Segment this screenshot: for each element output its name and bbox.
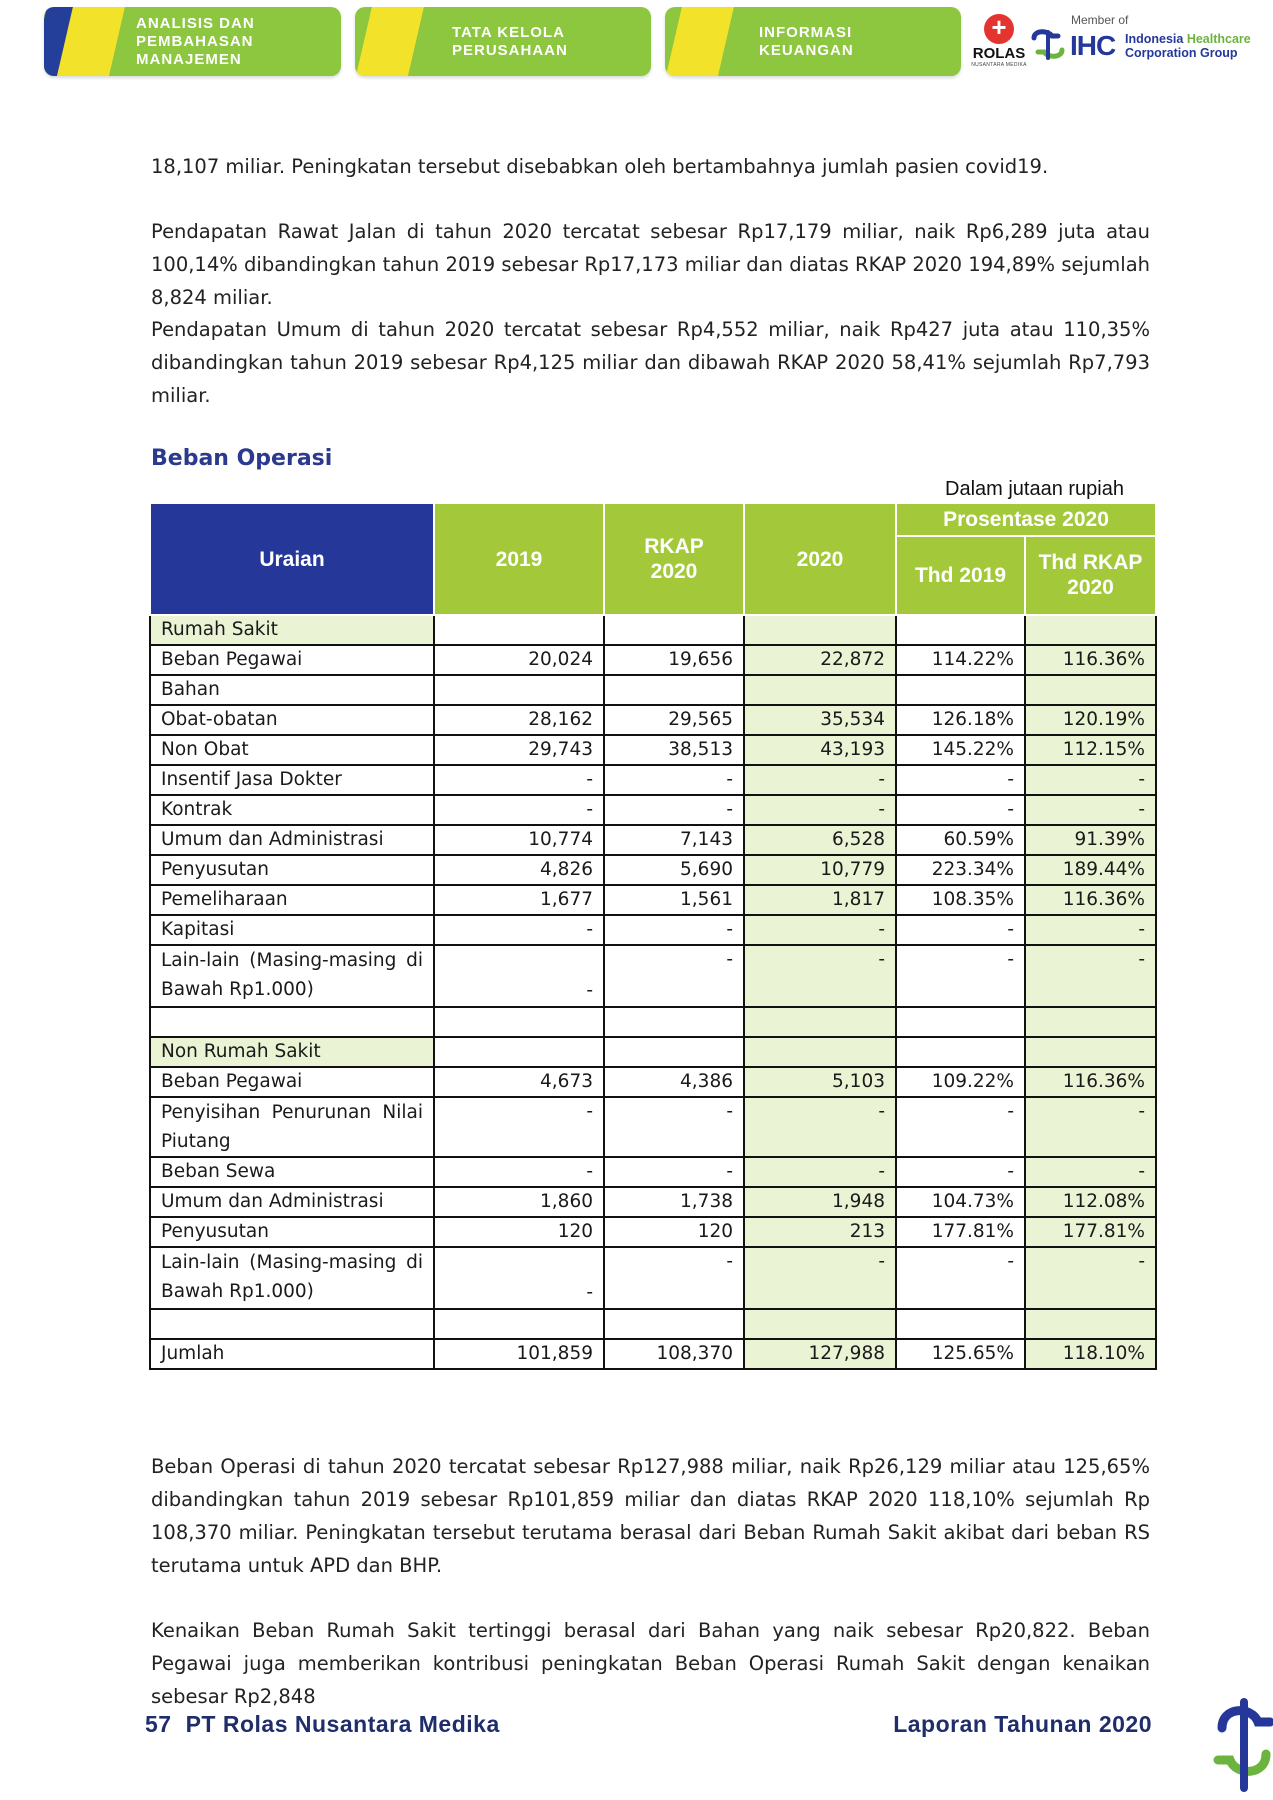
cell-thd-2019: - bbox=[896, 795, 1025, 825]
cell-2019: - bbox=[434, 1097, 604, 1157]
cell-rkap: 1,561 bbox=[604, 885, 744, 915]
row-label: Penyusutan bbox=[150, 855, 434, 885]
rumah-sakit-rows bbox=[150, 645, 1156, 945]
cell-rkap: - bbox=[604, 1157, 744, 1187]
empty-cell bbox=[434, 1007, 604, 1037]
cell-thd-rkap: - bbox=[1025, 945, 1156, 1007]
empty-cell bbox=[604, 615, 744, 645]
cell-thd-rkap: 189.44% bbox=[1025, 855, 1156, 885]
tab-label bbox=[452, 7, 568, 76]
tab-label bbox=[759, 7, 854, 76]
cell-thd-rkap: 112.08% bbox=[1025, 1187, 1156, 1217]
cell-rkap: 5,690 bbox=[604, 855, 744, 885]
cell-thd-rkap: 116.36% bbox=[1025, 645, 1156, 675]
row-label: Beban Sewa bbox=[150, 1157, 434, 1187]
cell-thd-2019: 177.81% bbox=[896, 1217, 1025, 1247]
report-title: Laporan Tahunan 2020 bbox=[893, 1711, 1152, 1737]
cell-2019 bbox=[434, 675, 604, 705]
row-label: Kontrak bbox=[150, 795, 434, 825]
paragraph-kenaikan-beban: Kenaikan Beban Rumah Sakit tertinggi berasal dari Bahan yang naik sebesar Rp20,822. Beban Pegawai juga memberikan kontribusi peningkatan Beban Operasi Rumah Sakit dengan kenaikan sebesar Rp2,848 bbox=[151, 1619, 1150, 1708]
ihc-abbr: IHC bbox=[1070, 30, 1116, 61]
table-row bbox=[150, 765, 1156, 795]
tab-stripe-yellow bbox=[355, 7, 425, 76]
cell-2020 bbox=[744, 675, 896, 705]
cell-2019: - bbox=[434, 915, 604, 945]
header-prosentase: Prosentase 2020 bbox=[896, 503, 1156, 536]
ihc-name-line1 bbox=[1125, 32, 1251, 46]
cell-2020: 6,528 bbox=[744, 825, 896, 855]
table-row bbox=[150, 1187, 1156, 1217]
header-thd-rkap bbox=[1025, 536, 1156, 615]
cell-thd-rkap: 116.36% bbox=[1025, 885, 1156, 915]
empty-cell bbox=[896, 1007, 1025, 1037]
tab-label-line: PEMBAHASAN bbox=[136, 32, 254, 50]
cell-2020: - bbox=[744, 1247, 896, 1309]
cell-2019: 101,859 bbox=[434, 1339, 604, 1369]
cell-2020: 213 bbox=[744, 1217, 896, 1247]
paragraph-beban-operasi: Beban Operasi di tahun 2020 tercatat sebesar Rp127,988 miliar, naik Rp26,129 miliar atau 125,65% dibandingkan tahun 2019 sebesar Rp101,859 miliar dan diatas RKAP 2020 118,10% sejumlah Rp 108,370 miliar. Peningkatan tersebut terutama berasal dari Beban Rumah Sakit akibat dari beban RS terutama untuk APD dan BHP. bbox=[151, 1455, 1150, 1577]
empty-cell bbox=[896, 1309, 1025, 1339]
row-label: Penyusutan bbox=[150, 1217, 434, 1247]
header-thd-rkap-line1: Thd RKAP bbox=[1038, 551, 1143, 575]
cell-2019: 10,774 bbox=[434, 825, 604, 855]
table-row bbox=[150, 795, 1156, 825]
cell-thd-2019: - bbox=[896, 915, 1025, 945]
table-row bbox=[150, 645, 1156, 675]
member-of-label: Member of bbox=[1071, 13, 1129, 27]
cell-2019: 20,024 bbox=[434, 645, 604, 675]
cell-2019: - bbox=[434, 1247, 604, 1309]
cell-2020: - bbox=[744, 765, 896, 795]
cell-rkap bbox=[604, 675, 744, 705]
empty-cell bbox=[434, 1037, 604, 1067]
empty-cell bbox=[896, 615, 1025, 645]
tab-label-line: PERUSAHAAN bbox=[452, 41, 568, 59]
empty-cell bbox=[434, 615, 604, 645]
ihc-word-healthcare: Healthcare bbox=[1186, 32, 1251, 46]
cell-rkap: - bbox=[604, 915, 744, 945]
section-title: Beban Operasi bbox=[151, 446, 333, 471]
row-label: Non Obat bbox=[150, 735, 434, 765]
nav-tab-informasi-keuangan[interactable] bbox=[665, 7, 961, 76]
cell-2019: - bbox=[434, 795, 604, 825]
empty-cell bbox=[1025, 1007, 1156, 1037]
empty-cell bbox=[434, 1309, 604, 1339]
rolas-logo bbox=[970, 14, 1028, 70]
paragraph-rawat-inap-end: 18,107 miliar. Peningkatan tersebut disebabkan oleh bertambahnya jumlah pasien covid19. bbox=[151, 155, 1049, 178]
cell-2020: - bbox=[744, 945, 896, 1007]
cell-2019: 120 bbox=[434, 1217, 604, 1247]
row-label: Penyisihan Penurunan Nilai Piutang bbox=[150, 1097, 434, 1157]
row-label: Lain-lain (Masing-masing di Bawah Rp1.000) bbox=[150, 945, 434, 1007]
cell-2020: 22,872 bbox=[744, 645, 896, 675]
cell-thd-rkap: - bbox=[1025, 1247, 1156, 1309]
cell-2020: 1,817 bbox=[744, 885, 896, 915]
section-label: Rumah Sakit bbox=[150, 615, 434, 645]
cell-rkap: - bbox=[604, 795, 744, 825]
cell-rkap: 38,513 bbox=[604, 735, 744, 765]
nav-tab-analisis[interactable] bbox=[44, 7, 341, 76]
header-rkap-2020 bbox=[604, 503, 744, 615]
cell-2020: 1,948 bbox=[744, 1187, 896, 1217]
table-row bbox=[150, 675, 1156, 705]
beban-operasi-table bbox=[149, 502, 1157, 1370]
cell-rkap: 120 bbox=[604, 1217, 744, 1247]
cell-2019: 4,826 bbox=[434, 855, 604, 885]
cell-thd-rkap: - bbox=[1025, 765, 1156, 795]
rolas-cross-icon bbox=[984, 14, 1014, 44]
cell-thd-2019: 114.22% bbox=[896, 645, 1025, 675]
empty-cell bbox=[896, 1037, 1025, 1067]
cell-thd-rkap: 120.19% bbox=[1025, 705, 1156, 735]
cell-rkap: 4,386 bbox=[604, 1067, 744, 1097]
empty-cell bbox=[1025, 1037, 1156, 1067]
cell-thd-2019: 145.22% bbox=[896, 735, 1025, 765]
table-row-lain-lain-rs bbox=[150, 945, 1156, 1007]
cell-thd-2019: - bbox=[896, 1247, 1025, 1309]
cell-2020: 127,988 bbox=[744, 1339, 896, 1369]
table-row bbox=[150, 825, 1156, 855]
table-row bbox=[150, 1217, 1156, 1247]
cell-2019: 1,860 bbox=[434, 1187, 604, 1217]
ihc-logo-icon bbox=[1028, 26, 1068, 64]
footer-left bbox=[145, 1711, 500, 1738]
empty-cell bbox=[150, 1309, 434, 1339]
ihc-word-indonesia: Indonesia bbox=[1125, 32, 1184, 46]
header-rkap-line1: RKAP bbox=[644, 535, 704, 558]
cell-thd-rkap: 112.15% bbox=[1025, 735, 1156, 765]
cell-2020: 5,103 bbox=[744, 1067, 896, 1097]
row-label: Bahan bbox=[150, 675, 434, 705]
cell-2019: 28,162 bbox=[434, 705, 604, 735]
spacer-row bbox=[150, 1007, 1156, 1037]
cell-thd-2019: - bbox=[896, 1097, 1025, 1157]
cell-rkap: - bbox=[604, 945, 744, 1007]
cell-thd-rkap: - bbox=[1025, 1097, 1156, 1157]
nav-tab-tata-kelola[interactable] bbox=[355, 7, 651, 76]
cell-thd-2019: 108.35% bbox=[896, 885, 1025, 915]
table-row bbox=[150, 1157, 1156, 1187]
tab-label-line: KEUANGAN bbox=[759, 41, 854, 59]
tab-stripe-yellow bbox=[665, 7, 735, 76]
cell-thd-rkap: 116.36% bbox=[1025, 1067, 1156, 1097]
non-rumah-sakit-rows bbox=[150, 1157, 1156, 1247]
cell-rkap: - bbox=[604, 765, 744, 795]
cell-2019: 29,743 bbox=[434, 735, 604, 765]
tab-label-line: ANALISIS DAN bbox=[136, 14, 255, 32]
row-label: Lain-lain (Masing-masing di Bawah Rp1.000) bbox=[150, 1247, 434, 1309]
empty-cell bbox=[1025, 1309, 1156, 1339]
cell-2020: 35,534 bbox=[744, 705, 896, 735]
table-row-nrs-beban-pegawai bbox=[150, 1067, 1156, 1097]
company-name: PT Rolas Nusantara Medika bbox=[185, 1711, 500, 1737]
tab-label-line: INFORMASI bbox=[759, 23, 853, 41]
cell-rkap: 108,370 bbox=[604, 1339, 744, 1369]
empty-cell bbox=[1025, 615, 1156, 645]
empty-cell bbox=[604, 1007, 744, 1037]
tab-label-line: MANAJEMEN bbox=[136, 50, 242, 68]
spacer-row bbox=[150, 1309, 1156, 1339]
tab-label-line: TATA KELOLA bbox=[452, 23, 565, 41]
empty-cell bbox=[744, 1037, 896, 1067]
page-number: 57 bbox=[145, 1711, 172, 1737]
cell-2019: 4,673 bbox=[434, 1067, 604, 1097]
rolas-subtitle: NUSANTARA MEDIKA bbox=[971, 62, 1027, 68]
cell-2020: - bbox=[744, 915, 896, 945]
section-row-non-rumah-sakit bbox=[150, 1037, 1156, 1067]
cell-rkap: 1,738 bbox=[604, 1187, 744, 1217]
cell-thd-2019: - bbox=[896, 765, 1025, 795]
table-row bbox=[150, 705, 1156, 735]
cell-thd-rkap: - bbox=[1025, 1157, 1156, 1187]
cell-thd-2019: 126.18% bbox=[896, 705, 1025, 735]
row-label: Beban Pegawai bbox=[150, 645, 434, 675]
row-label: Umum dan Administrasi bbox=[150, 1187, 434, 1217]
row-label: Kapitasi bbox=[150, 915, 434, 945]
cell-thd-2019: - bbox=[896, 945, 1025, 1007]
table-row bbox=[150, 915, 1156, 945]
cell-2020: - bbox=[744, 1097, 896, 1157]
header-rkap-line2: 2020 bbox=[650, 560, 698, 583]
cell-rkap: - bbox=[604, 1247, 744, 1309]
cell-2020: - bbox=[744, 1157, 896, 1187]
rolas-name: ROLAS bbox=[972, 45, 1026, 62]
header-uraian: Uraian bbox=[150, 503, 434, 615]
empty-cell bbox=[744, 1007, 896, 1037]
cell-thd-rkap: 118.10% bbox=[1025, 1339, 1156, 1369]
table-row-nrs-penyisihan bbox=[150, 1097, 1156, 1157]
cell-thd-rkap: - bbox=[1025, 795, 1156, 825]
empty-cell bbox=[604, 1037, 744, 1067]
cell-rkap: 7,143 bbox=[604, 825, 744, 855]
row-label: Pemeliharaan bbox=[150, 885, 434, 915]
table-row bbox=[150, 855, 1156, 885]
table-row-total bbox=[150, 1339, 1156, 1369]
cell-thd-2019: 223.34% bbox=[896, 855, 1025, 885]
row-label: Jumlah bbox=[150, 1339, 434, 1369]
ihc-corner-logo-icon bbox=[1212, 1688, 1273, 1792]
row-label: Beban Pegawai bbox=[150, 1067, 434, 1097]
empty-cell bbox=[744, 1309, 896, 1339]
tab-label bbox=[136, 7, 255, 76]
section-label: Non Rumah Sakit bbox=[150, 1037, 434, 1067]
ihc-name-line2: Corporation Group bbox=[1125, 46, 1238, 60]
empty-cell bbox=[604, 1309, 744, 1339]
table-row bbox=[150, 885, 1156, 915]
row-label: Umum dan Administrasi bbox=[150, 825, 434, 855]
cell-thd-2019: 125.65% bbox=[896, 1339, 1025, 1369]
paragraph-rawat-jalan: Pendapatan Rawat Jalan di tahun 2020 tercatat sebesar Rp17,179 miliar, naik Rp6,289 juta atau 100,14% dibandingkan tahun 2019 sebesar Rp17,173 miliar dan diatas RKAP 2020 194,89% sejumlah 8,824 miliar. bbox=[151, 220, 1150, 309]
empty-cell bbox=[150, 1007, 434, 1037]
unit-note: Dalam jutaan rupiah bbox=[945, 478, 1124, 500]
table-row-lain-lain-nrs bbox=[150, 1247, 1156, 1309]
header-thd-2019: Thd 2019 bbox=[896, 536, 1025, 615]
table-row bbox=[150, 735, 1156, 765]
cell-thd-2019: 109.22% bbox=[896, 1067, 1025, 1097]
header-2019: 2019 bbox=[434, 503, 604, 615]
row-label: Obat-obatan bbox=[150, 705, 434, 735]
cell-rkap: 29,565 bbox=[604, 705, 744, 735]
cell-thd-2019: 60.59% bbox=[896, 825, 1025, 855]
cell-rkap: 19,656 bbox=[604, 645, 744, 675]
cell-2019: 1,677 bbox=[434, 885, 604, 915]
header-2020: 2020 bbox=[744, 503, 896, 615]
cell-thd-rkap bbox=[1025, 675, 1156, 705]
cell-thd-2019: 104.73% bbox=[896, 1187, 1025, 1217]
cell-thd-2019: - bbox=[896, 1157, 1025, 1187]
cell-2019: - bbox=[434, 765, 604, 795]
paragraph-pendapatan-umum: Pendapatan Umum di tahun 2020 tercatat sebesar Rp4,552 miliar, naik Rp427 juta atau 110,35% dibandingkan tahun 2019 sebesar Rp4,125 miliar dan dibawah RKAP 2020 58,41% sejumlah Rp7,793 miliar. bbox=[151, 318, 1150, 407]
cell-thd-rkap: - bbox=[1025, 915, 1156, 945]
cell-2020: - bbox=[744, 795, 896, 825]
section-row-rumah-sakit bbox=[150, 615, 1156, 645]
cell-2019: - bbox=[434, 1157, 604, 1187]
cell-thd-rkap: 91.39% bbox=[1025, 825, 1156, 855]
cell-thd-rkap: 177.81% bbox=[1025, 1217, 1156, 1247]
cell-2019: - bbox=[434, 945, 604, 1007]
cell-2020: 43,193 bbox=[744, 735, 896, 765]
cell-rkap: - bbox=[604, 1097, 744, 1157]
empty-cell bbox=[744, 615, 896, 645]
row-label: Insentif Jasa Dokter bbox=[150, 765, 434, 795]
cell-thd-2019 bbox=[896, 675, 1025, 705]
cell-2020: 10,779 bbox=[744, 855, 896, 885]
header-thd-rkap-line2: 2020 bbox=[1067, 576, 1114, 600]
